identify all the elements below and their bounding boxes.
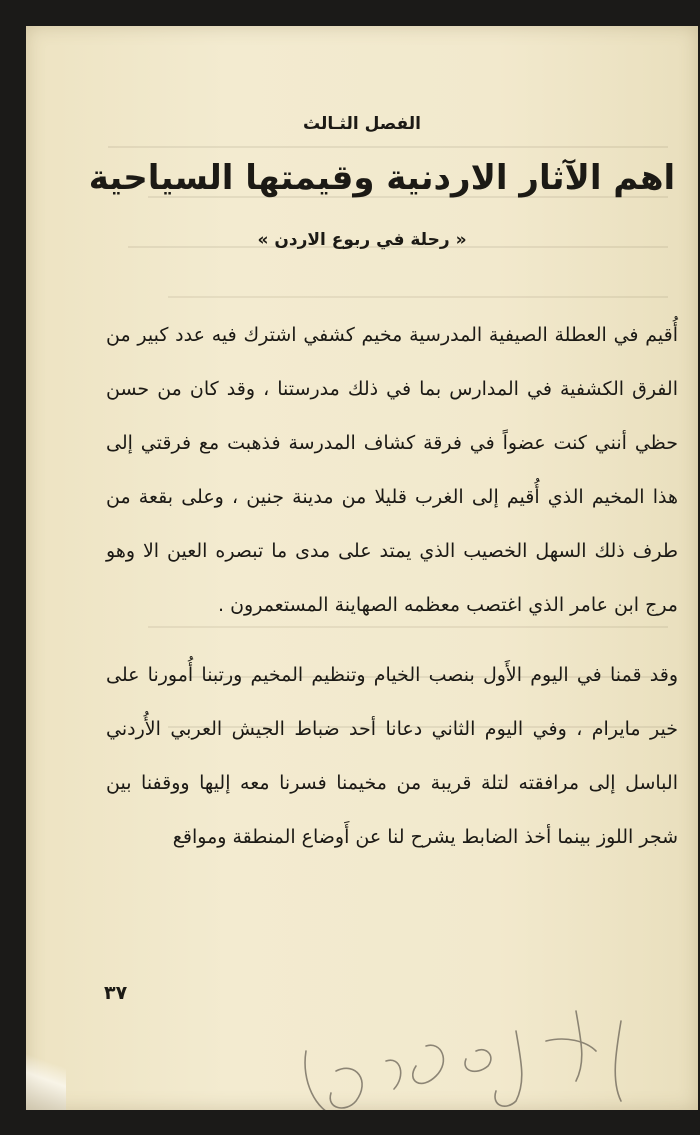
page-subtitle: « رحلة في ربوع الاردن » xyxy=(257,230,467,250)
handwritten-note xyxy=(276,1001,636,1110)
body-text xyxy=(106,308,678,864)
page-corner-curl xyxy=(26,1030,66,1110)
page-number: ٣٧ xyxy=(104,982,128,1004)
book-page xyxy=(26,26,698,1110)
paragraph-1: أُقيم في العطلة الصيفية المدرسية مخيم كشفي اشترك فيه عدد كبير من الفرق الكشفية في المدارس بما في ذلك مدرستنا ، وقد كان من حسن حظي أنني كنت عضواً في فرقة كشاف المدرسة فذهبت مع فرقتي إلى هذا المخيم الذي أُقيم إلى الغرب قليلا من مدينة جنين ، وعلى بقعة من طرف ذلك السهل الخصيب الذي يمتد على مدى ما تبصره العين الا وهو مرج ابن عامر الذي اغتصب معظمه الصهاينة المستعمرون . xyxy=(106,324,678,616)
page-title: اهم الآثار الاردنية وقيمتها السياحية xyxy=(88,158,676,198)
chapter-label: الفصل الثـالث xyxy=(302,114,421,134)
paragraph-2: وقد قمنا في اليوم الأَول بنصب الخيام وتنظيم المخيم ورتبنا أُمورنا على خير مايرام ، وفي اليوم الثاني دعانا أحد ضباط الجيش العربي الأُردني الباسل إلى مرافقته لتلة قريبة من مخيمنا فسرنا معه إليها ووقفنا بين شجر اللوز بينما أخذ الضابط يشرح لنا عن أَوضاع المنطقة ومواقع xyxy=(106,664,678,848)
